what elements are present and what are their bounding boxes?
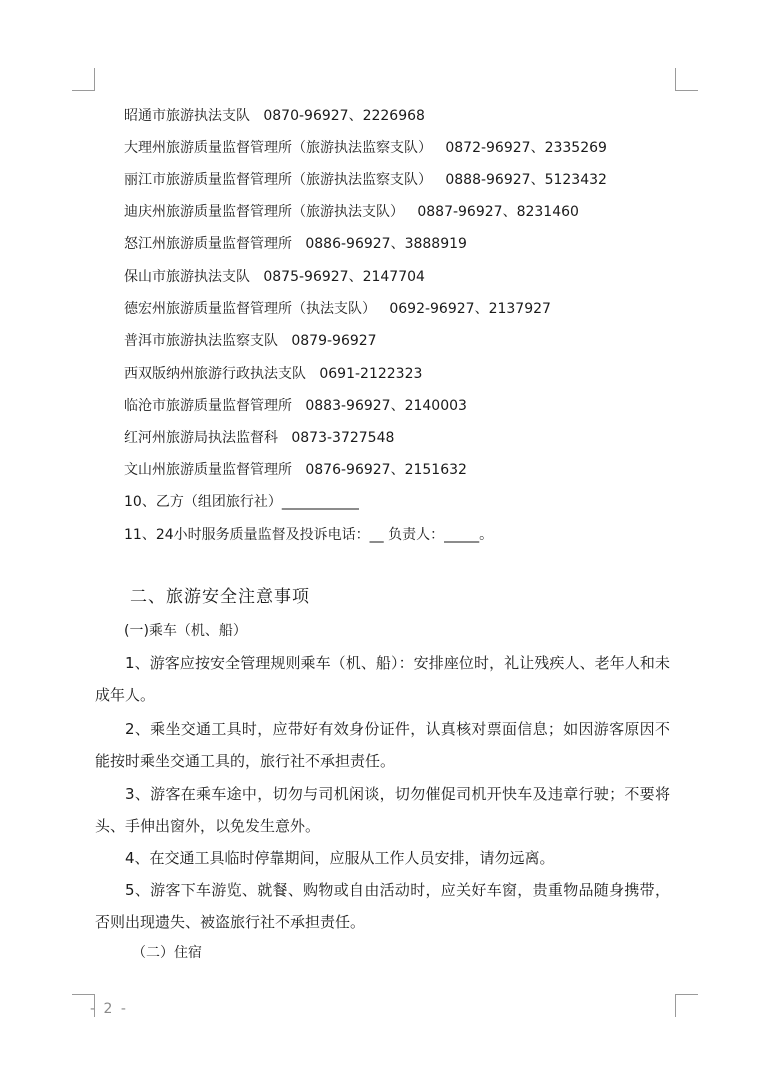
- contact-line: 昭通市旅游执法支队 0870-96927、2226968: [124, 108, 425, 124]
- contact-line: 丽江市旅游质量监督管理所（旅游执法监察支队） 0888-96927、5123432: [124, 172, 607, 188]
- paragraph: 4、在交通工具临时停靠期间，应服从工作人员安排，请勿远离。: [125, 849, 555, 867]
- contact-line: 迪庆州旅游质量监督管理所（旅游执法支队） 0887-96927、8231460: [124, 204, 579, 220]
- contact-line: 临沧市旅游质量监督管理所 0883-96927、2140003: [124, 398, 467, 414]
- subsection-heading: (一)乘车（机、船）: [124, 623, 247, 639]
- paragraph: 2、乘坐交通工具时，应带好有效身份证件，认真核对票面信息；如因游客原因不能按时乘坐交通工具的，旅行社不承担责任。: [95, 720, 670, 770]
- contact-line: 红河州旅游局执法监督科 0873-3727548: [124, 430, 395, 446]
- contact-line: 保山市旅游执法支队 0875-96927、2147704: [124, 269, 425, 285]
- paragraph: 1、游客应按安全管理规则乘车（机、船）：安排座位时，礼让残疾人、老年人和未成年人。: [95, 654, 670, 704]
- section-heading: 二、旅游安全注意事项: [130, 587, 310, 607]
- item-10: 10、乙方（组团旅行社）___________: [124, 494, 359, 510]
- contact-line: 文山州旅游质量监督管理所 0876-96927、2151632: [124, 462, 467, 478]
- paragraph: 3、游客在乘车途中，切勿与司机闲谈，切勿催促司机开快车及违章行驶；不要将头、手伸出窗外，以免发生意外。: [95, 785, 670, 835]
- item-11: 11、24小时服务质量监督及投诉电话：__ 负责人：_____。: [124, 527, 494, 543]
- contact-line: 怒江州旅游质量监督管理所 0886-96927、3888919: [124, 236, 467, 252]
- paragraph: 5、游客下车游览、就餐、购物或自由活动时，应关好车窗，贵重物品随身携带，否则出现遗失、被盗旅行社不承担责任。: [95, 881, 670, 931]
- contact-line: 大理州旅游质量监督管理所（旅游执法监察支队） 0872-96927、2335269: [124, 140, 607, 156]
- corner-mark-top-left: [72, 68, 95, 91]
- subsection-heading: （二）住宿: [132, 945, 202, 961]
- page-number: - 2 -: [90, 1001, 128, 1017]
- contact-line: 普洱市旅游执法监察支队 0879-96927: [124, 333, 377, 349]
- corner-mark-bottom-right: [675, 994, 698, 1017]
- corner-mark-top-right: [675, 68, 698, 91]
- contact-line: 德宏州旅游质量监督管理所（执法支队） 0692-96927、2137927: [124, 301, 551, 317]
- contact-line: 西双版纳州旅游行政执法支队 0691-2122323: [124, 366, 423, 382]
